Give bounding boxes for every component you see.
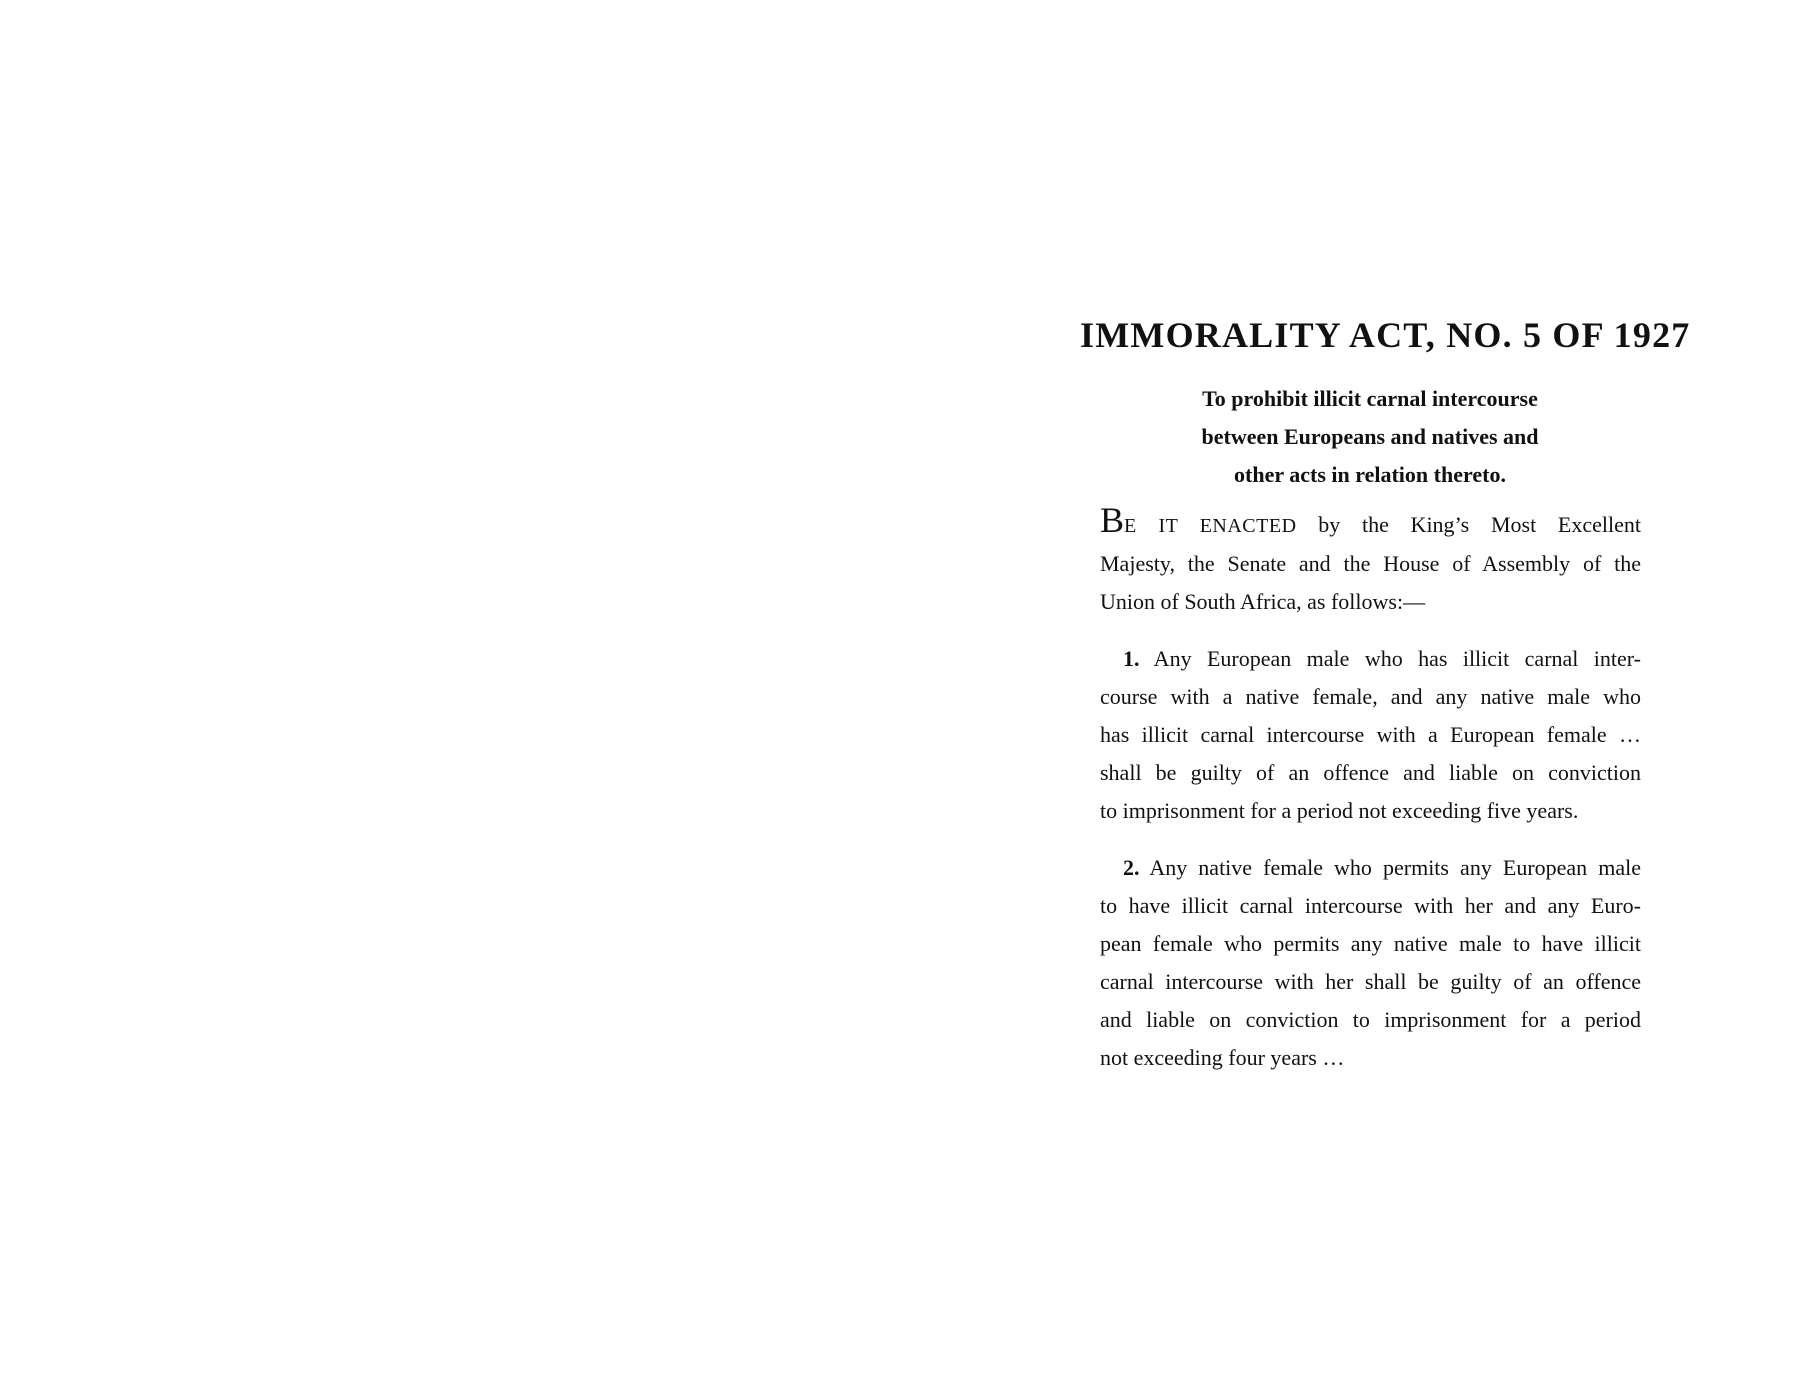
section-text: Any European male who has illicit carnal inter- xyxy=(1139,646,1641,671)
subtitle-line: To prohibit illicit carnal intercourse xyxy=(1202,386,1538,411)
enactment-line: Majesty, the Senate and the House of Assembly of the xyxy=(1100,551,1641,576)
section-2 xyxy=(1100,849,1641,1077)
section-line: pean female who permits any native male to have illicit xyxy=(1100,931,1641,956)
enactment-text: by the King’s Most Excellent xyxy=(1296,512,1641,537)
subtitle-line: other acts in relation thereto. xyxy=(1234,462,1506,487)
section-line: has illicit carnal intercourse with a European female … xyxy=(1100,722,1641,747)
section-line xyxy=(1100,849,1641,887)
section-number: 2. xyxy=(1123,855,1140,880)
page-title: IMMORALITY ACT, NO. 5 OF 1927 xyxy=(1080,315,1691,355)
section-text: Any native female who permits any European male xyxy=(1139,855,1641,880)
section-line: carnal intercourse with her shall be guilty of an offence xyxy=(1100,969,1641,994)
enactment-paragraph xyxy=(1100,500,1641,621)
section-line: shall be guilty of an offence and liable on conviction xyxy=(1100,760,1641,785)
section-line: to imprisonment for a period not exceeding five years. xyxy=(1100,798,1579,823)
section-1 xyxy=(1100,640,1641,830)
act-subtitle xyxy=(1100,380,1640,494)
enactment-smallcaps: E IT ENACTED xyxy=(1124,515,1297,537)
section-line: and liable on conviction to imprisonment for a period xyxy=(1100,1007,1641,1032)
section-line: course with a native female, and any native male who xyxy=(1100,684,1641,709)
act-body xyxy=(1100,500,1641,1077)
subtitle-line: between Europeans and natives and xyxy=(1201,424,1539,449)
section-line: not exceeding four years … xyxy=(1100,1045,1345,1070)
enactment-line xyxy=(1100,500,1641,545)
section-line xyxy=(1100,640,1641,678)
section-line: to have illicit carnal intercourse with her and any Euro- xyxy=(1100,893,1641,918)
section-number: 1. xyxy=(1123,646,1140,671)
enactment-line: Union of South Africa, as follows:— xyxy=(1100,589,1426,614)
right-page xyxy=(1000,0,1807,1382)
drop-cap: B xyxy=(1100,500,1125,540)
